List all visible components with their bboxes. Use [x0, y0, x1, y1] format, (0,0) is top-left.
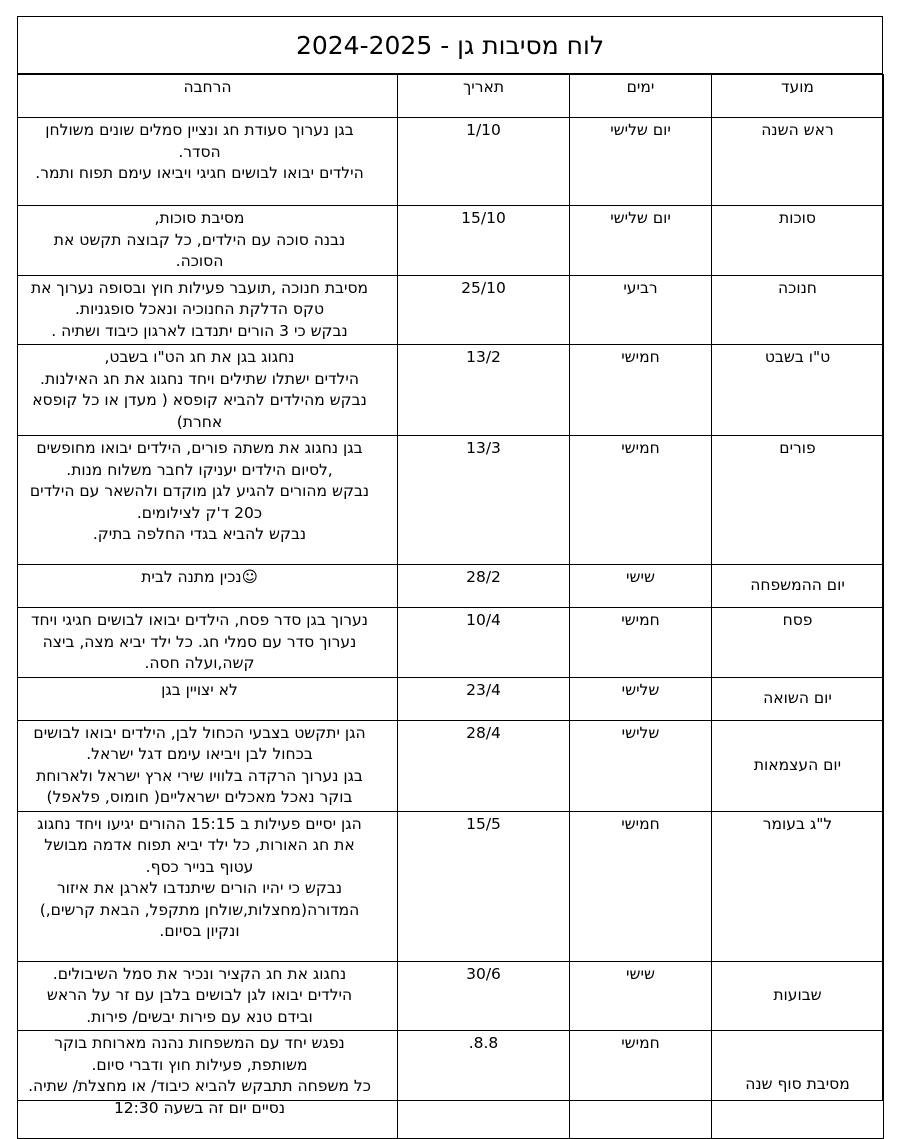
- details-cell: מסיבת סוכות, נבנה סוכה עם הילדים, כל קבוצה תקשט את הסוכה.: [18, 206, 398, 276]
- details-cell: בגן נחגוג את משתה פורים, הילדים יבואו מחופשים ,לסיום הילדים יעניקו לחבר משלוח מנות. נבקש מהורים להגיע לגן מוקדם ולהשאר עם הילדים כ20 ד'ק לצילומים. נבקש להביא בגדי החלפה בתיק.: [18, 436, 398, 565]
- details-cell: בגן נערוך סעודת חג ונציין סמלים שונים משולחן הסדר. הילדים יבואו לבושים חגיגי ויביאו עימם תפוח ותמר.: [18, 118, 398, 206]
- date-cell: 23/4: [398, 677, 570, 720]
- details-cell: ☺נכין מתנה לבית: [18, 565, 398, 608]
- details-cell: נפגש יחד עם המשפחות נהנה מארוחת בוקר משותפת, פעילות חוץ ודברי סיום. כל משפחה תתבקש להביא כיבוד/ או מחצלת/ שתיה. נסיים יום זה בשעה 12:30: [18, 1031, 398, 1139]
- event-cell: יום השואה: [712, 677, 884, 720]
- table-row: [18, 1031, 884, 1139]
- event-cell: יום ההמשפחה: [712, 565, 884, 608]
- event-cell: שבועות: [712, 961, 884, 1031]
- header-event: מועד: [712, 75, 884, 118]
- details-cell: נחגוג את חג הקציר ונכיר את סמל השיבולים. הילדים יבואו לגן לבושים בלבן עם זר על הראש ובידם טנא עם פירות יבשים/ פירות.: [18, 961, 398, 1031]
- day-cell: יום שלישי: [570, 118, 712, 206]
- day-cell: יום שלישי: [570, 206, 712, 276]
- day-cell: חמישי: [570, 345, 712, 436]
- details-cell: נערוך בגן סדר פסח, הילדים יבואו לבושים חגיגי ויחד נערוך סדר עם סמלי חג. כל ילד יביא מצה, ביצה קשה,ועלה חסה.: [18, 608, 398, 678]
- header-date: תאריך: [398, 75, 570, 118]
- day-cell: שלישי: [570, 677, 712, 720]
- day-cell: חמישי: [570, 1031, 712, 1139]
- details-cell: לא יצויין בגן: [18, 677, 398, 720]
- table-row: [18, 275, 884, 345]
- title-dash: -: [432, 30, 458, 60]
- date-cell: 28/2: [398, 565, 570, 608]
- table-row: [18, 677, 884, 720]
- details-cell: הגן יתקשט בצבעי הכחול לבן, הילדים יבואו לבושים בכחול לבן ויביאו עימם דגל ישראל. בגן נערוך הרקדה בלוויו שירי ארץ ישראל ולארוחת בוקר נאכל מאכלים ישראליים( חומוס, פלאפל): [18, 720, 398, 811]
- details-cell: הגן יסיים פעילות ב 15:15 ההורים יגיעו ויחד נחגוג את חג האורות, כל ילד יביא תפוח אדמה מבושל עטוף בנייר כסף. נבקש כי יהיו הורים שיתנדבו לארגן את איזור המדורה(מחצלות,שולחן מתקפל, הבאת קרשים,) ונקיון בסיום.: [18, 811, 398, 961]
- table-header-row: [18, 75, 884, 118]
- event-cell: ט"ו בשבט: [712, 345, 884, 436]
- day-cell: חמישי: [570, 811, 712, 961]
- schedule-frame: [17, 16, 883, 1117]
- date-cell: 13/3: [398, 436, 570, 565]
- date-cell: 10/4: [398, 608, 570, 678]
- table-row: [18, 720, 884, 811]
- day-cell: חמישי: [570, 608, 712, 678]
- table-row: [18, 565, 884, 608]
- event-cell: חנוכה: [712, 275, 884, 345]
- header-days: ימים: [570, 75, 712, 118]
- table-row: [18, 811, 884, 961]
- event-cell: פורים: [712, 436, 884, 565]
- date-cell: 30/6: [398, 961, 570, 1031]
- event-cell: פסח: [712, 608, 884, 678]
- day-cell: רביעי: [570, 275, 712, 345]
- event-cell: ראש השנה: [712, 118, 884, 206]
- event-cell: יום העצמאות: [712, 720, 884, 811]
- table-row: [18, 961, 884, 1031]
- details-cell: נחגוג בגן את חג הט"ו בשבט, הילדים ישתלו שתילים ויחד נחגוג את חג האילנות. נבקש מהילדים להביא קופסא ( מעדן או כל קופסא אחרת): [18, 345, 398, 436]
- day-cell: חמישי: [570, 436, 712, 565]
- day-cell: שלישי: [570, 720, 712, 811]
- header-details: הרחבה: [18, 75, 398, 118]
- title-years: 2024-2025: [295, 30, 433, 60]
- date-cell: 13/2: [398, 345, 570, 436]
- table-row: [18, 345, 884, 436]
- day-cell: שישי: [570, 565, 712, 608]
- table-row: [18, 206, 884, 276]
- date-cell: 8.8.: [398, 1031, 570, 1139]
- event-cell: ל"ג בעומר: [712, 811, 884, 961]
- date-cell: 1/10: [398, 118, 570, 206]
- title-text: לוח מסיבות גן: [457, 30, 605, 60]
- date-cell: 15/10: [398, 206, 570, 276]
- date-cell: 25/10: [398, 275, 570, 345]
- event-cell: סוכות: [712, 206, 884, 276]
- party-schedule-table: [17, 74, 884, 1139]
- event-cell: מסיבת סוף שנה: [712, 1031, 884, 1139]
- table-row: [18, 118, 884, 206]
- date-cell: 15/5: [398, 811, 570, 961]
- table-row: [18, 436, 884, 565]
- day-cell: שישי: [570, 961, 712, 1031]
- date-cell: 28/4: [398, 720, 570, 811]
- details-cell: מסיבת חנוכה ,תועבר פעילות חוץ ובסופה נערוך את טקס הדלקת החנוכיה ונאכל סופגניות. נבקש כי 3 הורים יתנדבו לארגון כיבוד ושתיה .: [18, 275, 398, 345]
- page-title: [18, 17, 882, 74]
- table-row: [18, 608, 884, 678]
